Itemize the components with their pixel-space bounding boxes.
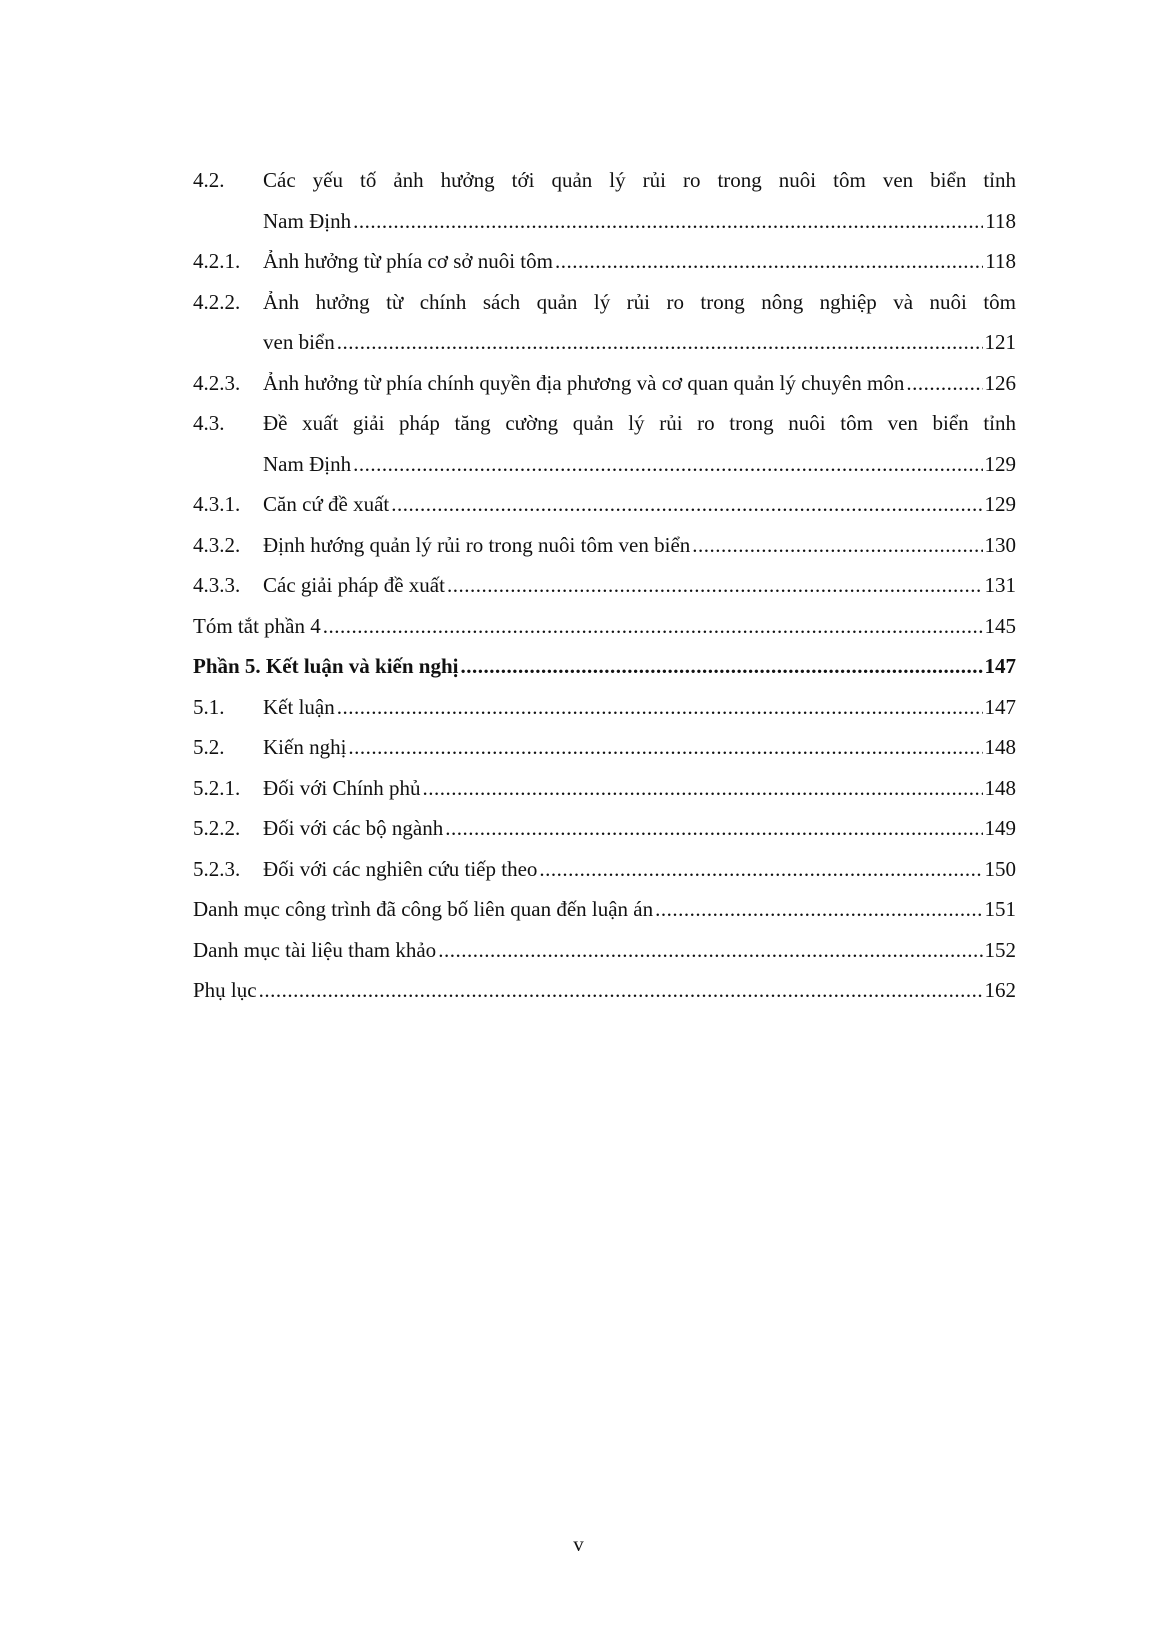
toc-entry-page: 150 [984, 856, 1016, 881]
dot-leader [259, 970, 983, 1011]
toc-entry-number: 5.2.2. [193, 816, 241, 840]
toc-entry-title-cont: Nam Định [263, 451, 352, 476]
toc-entry-number: 4.2.3. [193, 370, 241, 395]
toc-part-heading[interactable] [193, 646, 1016, 687]
toc-entry-title: Kiến nghị [263, 735, 347, 759]
toc-entry-page: 129 [984, 492, 1016, 516]
toc-entry-continuation[interactable] [193, 444, 1016, 485]
toc-entry-title: Các yếu tố ảnh hưởng tới quản lý rủi ro trong nuôi tôm ven biển tỉnh [263, 168, 1016, 192]
toc-entry-page: 151 [984, 897, 1016, 921]
toc-entry[interactable] [193, 889, 1016, 930]
dot-leader [447, 565, 983, 606]
toc-entry-number: 4.2.1. [193, 249, 241, 273]
toc-entry[interactable] [193, 484, 1016, 525]
toc-entry-title: Các giải pháp đề xuất [263, 573, 445, 597]
toc-entry[interactable] [193, 525, 1016, 566]
dot-leader [353, 201, 983, 242]
toc-entry[interactable] [193, 363, 1016, 404]
dot-leader [391, 484, 982, 525]
toc-entry-number: 5.1. [193, 694, 225, 719]
toc-entry-number: 4.2.2. [193, 289, 241, 314]
toc-entry-page: 149 [984, 816, 1016, 840]
toc-entry-page: 131 [984, 573, 1016, 597]
page-number: v [573, 1532, 584, 1556]
toc-entry-page: 152 [984, 937, 1016, 962]
toc-entry-title-cont: Nam Định [263, 208, 352, 233]
dot-leader [353, 444, 982, 485]
toc-entry-number: 5.2.3. [193, 856, 241, 881]
toc-entry-number: 4.3.2. [193, 532, 241, 557]
toc-entry-number: 4.3. [193, 411, 225, 435]
toc-entry[interactable] [193, 768, 1016, 809]
table-of-contents [193, 160, 1016, 1011]
toc-entry-page: 147 [984, 654, 1016, 678]
toc-entry-title: Đối với Chính phủ [263, 775, 421, 800]
toc-entry-continuation[interactable] [193, 201, 1016, 242]
dot-leader [337, 322, 983, 363]
toc-entry-page: 118 [985, 208, 1016, 233]
dot-leader [445, 808, 982, 849]
toc-entry-title: Đối với các nghiên cứu tiếp theo [263, 856, 538, 881]
toc-entry-page: 130 [984, 532, 1016, 557]
toc-entry-page: 162 [984, 978, 1016, 1002]
toc-entry-title: Đối với các bộ ngành [263, 816, 444, 840]
toc-entry-number: 5.2.1. [193, 775, 241, 800]
toc-entry[interactable] [193, 403, 1016, 444]
toc-entry[interactable] [193, 241, 1016, 282]
toc-entry-title: Đề xuất giải pháp tăng cường quản lý rủi ro trong nuôi tôm ven biển tỉnh [263, 411, 1016, 435]
toc-entry-title: Căn cứ đề xuất [263, 492, 390, 516]
toc-entry[interactable] [193, 606, 1016, 647]
toc-entry[interactable] [193, 687, 1016, 728]
toc-entry-page: 121 [984, 330, 1016, 354]
toc-entry-page: 148 [984, 775, 1016, 800]
toc-entry-title: Danh mục công trình đã công bố liên quan đến luận án [193, 897, 654, 921]
toc-entry-title: Phụ lục [193, 978, 257, 1002]
toc-entry-page: 129 [984, 451, 1016, 476]
toc-entry[interactable] [193, 930, 1016, 971]
dot-leader [692, 525, 982, 566]
dot-leader [539, 849, 982, 890]
dot-leader [323, 606, 983, 647]
toc-entry-title: Kết luận [263, 694, 335, 719]
toc-entry-title: Danh mục tài liệu tham khảo [193, 937, 437, 962]
dot-leader [460, 646, 982, 687]
toc-entry-page: 145 [984, 613, 1016, 638]
toc-entry-title: Định hướng quản lý rủi ro trong nuôi tôm ven biển [263, 532, 691, 557]
toc-entry-title-cont: ven biển [263, 330, 335, 354]
toc-entry-number: 4.3.3. [193, 573, 241, 597]
dot-leader [438, 930, 982, 971]
toc-entry-number: 5.2. [193, 735, 225, 759]
toc-entry[interactable] [193, 282, 1016, 323]
toc-entry-title: Ảnh hưởng từ chính sách quản lý rủi ro trong nông nghiệp và nuôi tôm [263, 289, 1016, 314]
toc-entry-continuation[interactable] [193, 322, 1016, 363]
toc-entry-title: Ảnh hưởng từ phía chính quyền địa phương và cơ quan quản lý chuyên môn [263, 370, 905, 395]
toc-entry-page: 118 [985, 249, 1016, 273]
dot-leader [555, 241, 983, 282]
toc-entry-page: 148 [984, 735, 1016, 759]
toc-entry[interactable] [193, 808, 1016, 849]
toc-entry[interactable] [193, 849, 1016, 890]
toc-entry-page: 147 [984, 694, 1016, 719]
toc-entry[interactable] [193, 160, 1016, 201]
toc-entry-title: Tóm tắt phần 4 [193, 613, 321, 638]
toc-entry-number: 4.2. [193, 168, 225, 192]
toc-entry-title: Ảnh hưởng từ phía cơ sở nuôi tôm [263, 249, 553, 273]
dot-leader [423, 768, 983, 809]
toc-entry-number: 4.3.1. [193, 492, 241, 516]
toc-entry[interactable] [193, 970, 1016, 1011]
toc-entry[interactable] [193, 727, 1016, 768]
dot-leader [348, 727, 982, 768]
toc-entry-page: 126 [984, 370, 1016, 395]
toc-entry-title: Phần 5. Kết luận và kiến nghị [193, 654, 459, 678]
toc-entry[interactable] [193, 565, 1016, 606]
dot-leader [655, 889, 982, 930]
dot-leader [906, 363, 982, 404]
dot-leader [337, 687, 983, 728]
